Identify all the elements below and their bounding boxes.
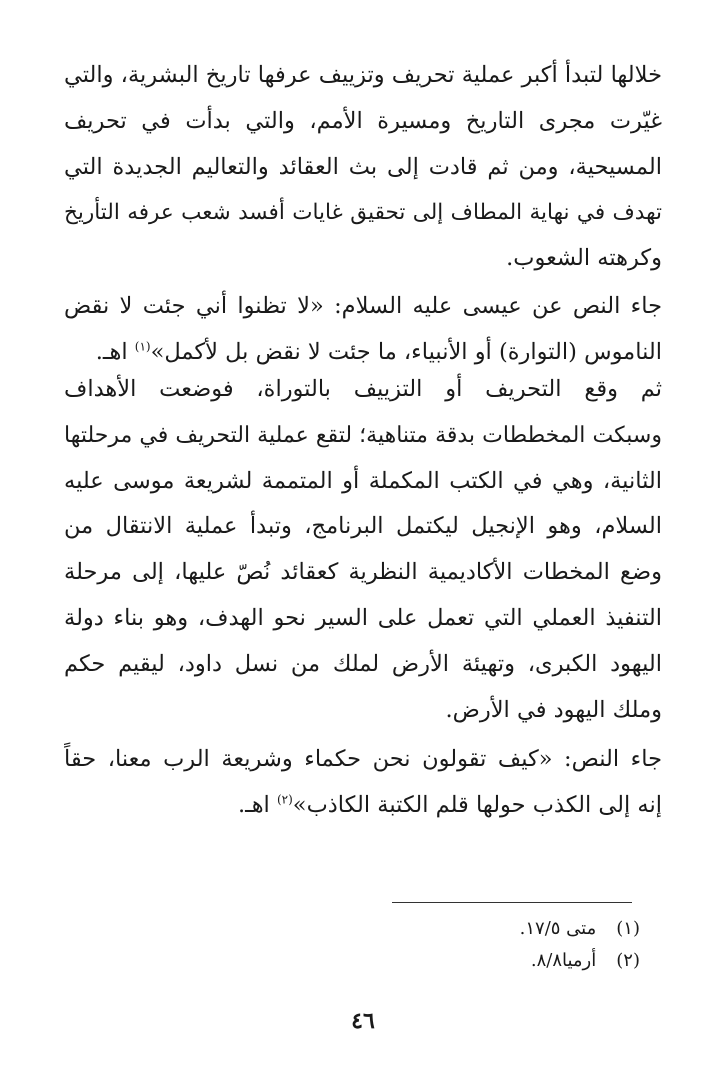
text-line: خلالها لتبدأ أكبر عملية تحريف وتزييف عرفها تاريخ البشرية، والتي xyxy=(64,62,662,88)
text-line: جاء النص عن عيسى عليه السلام: «لا تظنوا أني جئت لا نقض xyxy=(64,293,662,319)
footnote-reference[interactable]: (١) xyxy=(134,339,151,354)
text-line-with-footnote xyxy=(64,783,662,829)
text-line: تهدف في نهاية المطاف إلى تحقيق غايات أفسد شعب عرفه التأريخ xyxy=(64,200,662,226)
paragraph-2 xyxy=(64,284,662,376)
footnote-divider xyxy=(392,902,632,903)
text-line: الناموس (التوارة) أو الأنبياء، ما جئت لا نقض بل لأكمل» xyxy=(150,338,662,365)
text-line: وكرهته الشعوب. xyxy=(506,245,662,272)
footnote-number: (٢) xyxy=(616,950,640,971)
footnote-text: متى ١٧/٥. xyxy=(519,918,597,939)
text-line: الثانية، وهي في الكتب المكملة أو المتممة لشريعة موسى عليه xyxy=(64,467,662,494)
text-line: وضع المخطات الأكاديمية النظرية كعقائد نُصّ عليها، إلى مرحلة xyxy=(64,559,662,586)
text-line: وسبكت المخططات بدقة متناهية؛ لتقع عملية التحريف في مرحلتها xyxy=(64,422,662,448)
text-line: وملك اليهود في الأرض. xyxy=(445,696,662,723)
text-line: السلام، وهو الإنجيل ليكتمل البرنامج، وتبدأ عملية الانتقال من xyxy=(64,513,662,540)
footnote-text: أرميا٨/٨. xyxy=(530,950,597,971)
paragraph-1 xyxy=(64,53,662,282)
text-line: اليهود الكبرى، وتهيئة الأرض لملك من نسل داود، ليقيم حكم xyxy=(64,650,662,677)
paragraph-3 xyxy=(64,367,662,733)
text-line: المسيحية، ومن ثم قادت إلى بث العقائد والتعاليم الجديدة التي xyxy=(64,153,662,180)
text-line: غيّرت مجرى التاريخ ومسيرة الأمم، والتي بدأت في تحريف xyxy=(64,107,662,134)
footnotes xyxy=(520,913,640,977)
footnote-item xyxy=(520,913,640,945)
text-line-tail: اهـ. xyxy=(95,338,135,365)
text-line: التنفيذ العملي التي تعمل على السير نحو الهدف، وهو بناء دولة xyxy=(64,604,662,631)
footnote-number: (١) xyxy=(616,918,640,939)
footnote-reference[interactable]: (٢) xyxy=(276,792,293,807)
text-line-tail: اهـ. xyxy=(237,791,277,818)
paragraph-4 xyxy=(64,737,662,829)
footnote-item xyxy=(520,945,640,977)
text-line: جاء النص: «كيف تقولون نحن حكماء وشريعة الرب معنا، حقاً xyxy=(64,746,662,772)
text-line: إنه إلى الكذب حولها قلم الكتبة الكاذب» xyxy=(292,791,662,818)
text-line: ثم وقع التحريف أو التزييف بالتوراة، فوضعت الأهداف xyxy=(64,376,662,402)
page-number: ٤٦ xyxy=(351,1008,375,1034)
